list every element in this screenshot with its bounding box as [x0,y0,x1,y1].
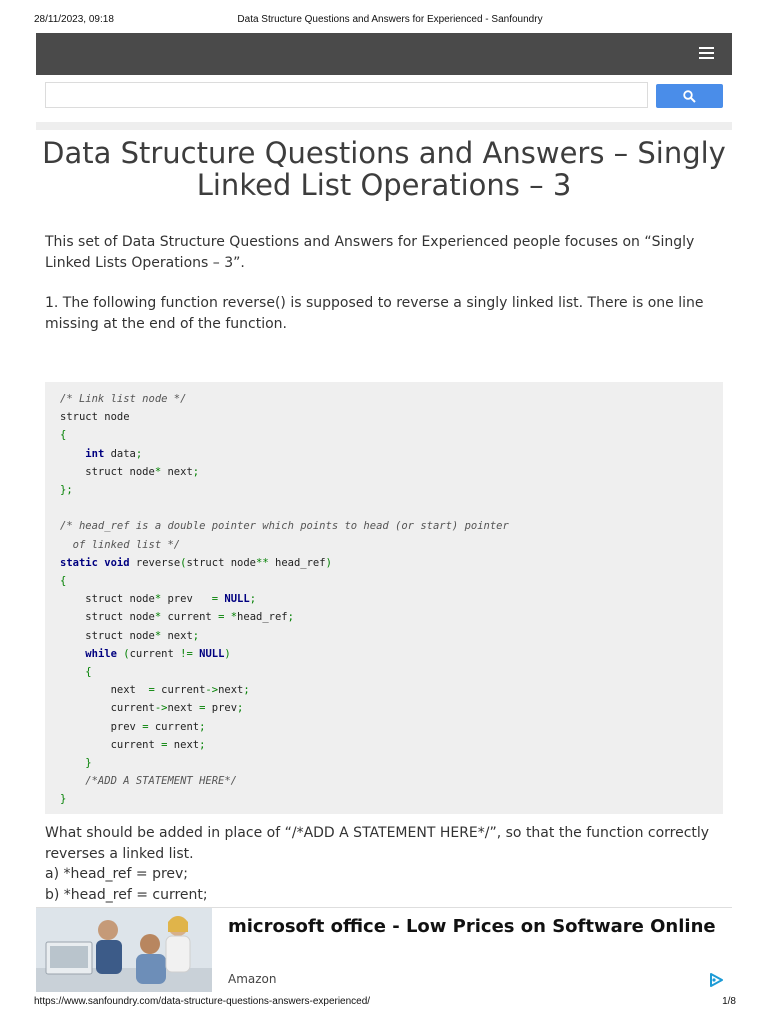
intro-paragraph: This set of Data Structure Questions and Answers for Experienced people focuses on “Singly Linked Lists Operations – 3”. [45,234,695,271]
code-line: static void reverse(struct node** head_ref) [60,556,332,569]
code-text [60,390,509,809]
content-top-band [36,122,732,130]
option-b: b) *head_ref = current; [45,887,208,903]
code-line: struct node* current = *head_ref; [60,611,294,624]
code-line: current->next = prev; [60,702,244,715]
code-line: /* Link list node */ [60,393,187,405]
code-line: int data; [85,447,143,460]
code-line: current = next; [60,738,206,751]
search-button[interactable] [656,84,723,108]
ad-choices-icon[interactable] [708,972,724,991]
code-line: }; [60,484,73,497]
ad-image[interactable] [36,908,212,992]
question-1-text: 1. The following function reverse() is supposed to reverse a singly linked list. There is one line missing at the end of the function. [45,295,704,332]
code-line: while (current != NULL) [85,647,231,660]
code-line: struct node* next; [60,465,200,478]
code-line: struct node* prev = NULL; [60,593,257,606]
question-prompt: What should be added in place of “/*ADD A STATEMENT HERE*/”, so that the function correctly reverses a linked list. [45,825,710,862]
code-line: of linked list */ [60,538,181,551]
code-line: struct node* next; [60,629,200,642]
code-line: /*ADD A STATEMENT HERE*/ [60,775,238,788]
ad-banner[interactable] [36,907,732,992]
code-line: next = current->next; [60,684,250,697]
search-box [45,82,648,108]
search-icon [683,90,696,103]
print-datetime: 28/11/2023, 09:18 [34,14,114,25]
search-input[interactable] [54,86,638,106]
code-line: struct node [60,411,130,424]
print-doc-title: Data Structure Questions and Answers for Experienced - Sanfoundry [237,14,543,25]
code-line: /* head_ref is a double pointer which points to head (or start) pointer [60,520,509,533]
code-line: prev = current; [60,720,206,733]
code-line: { [60,429,67,442]
code-line: } [60,793,67,806]
hamburger-menu-icon[interactable] [699,47,714,60]
print-url: https://www.sanfoundry.com/data-structure-questions-answers-experienced/ [34,996,371,1007]
print-page-number: 1/8 [722,996,736,1007]
option-a: a) *head_ref = prev; [45,866,189,882]
top-navbar [36,33,732,75]
ad-title[interactable]: microsoft office - Low Prices on Software Online [228,916,716,937]
ad-source: Amazon [228,972,277,986]
code-line: } [60,757,92,770]
code-line: { [60,575,67,588]
page-title: Data Structure Questions and Answers – Singly Linked List Operations – 3 [42,136,726,202]
code-block [45,382,723,814]
code-line: { [60,666,92,679]
